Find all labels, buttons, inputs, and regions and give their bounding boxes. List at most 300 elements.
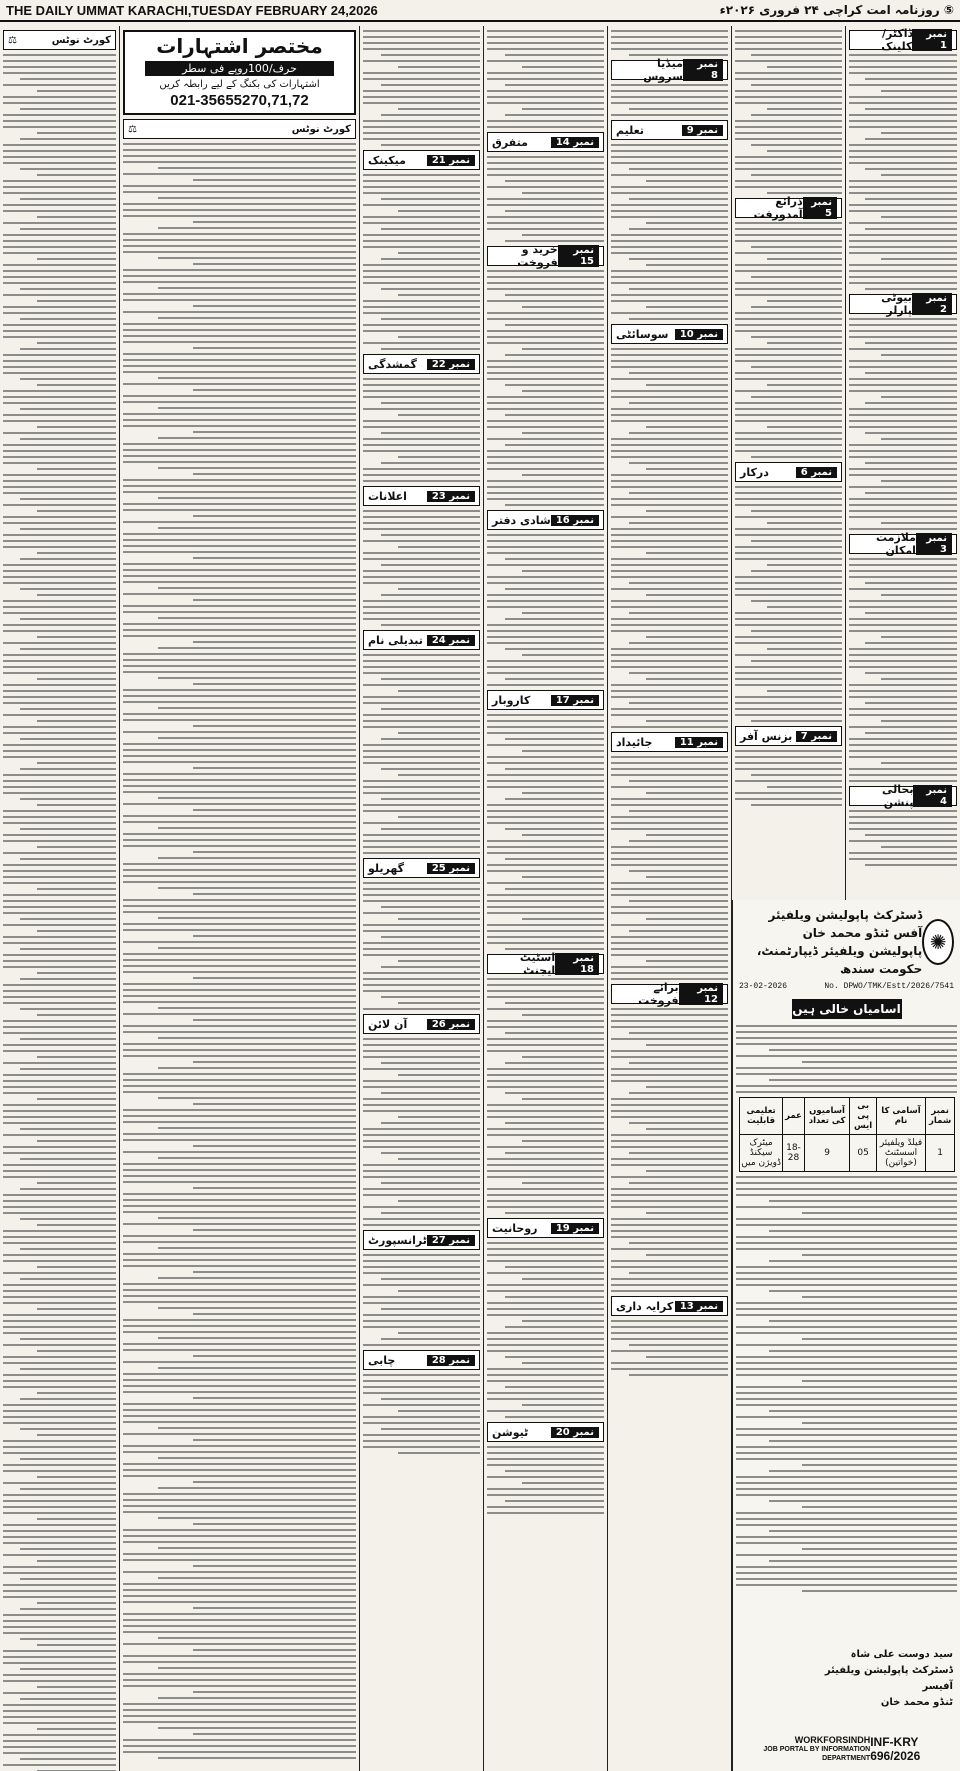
text-line (849, 456, 957, 458)
text-line (736, 1386, 957, 1388)
text-line (363, 324, 480, 326)
text-line (611, 846, 728, 848)
text-line (123, 1595, 356, 1597)
text-line (505, 84, 604, 86)
text-line (123, 1625, 356, 1627)
text-line (193, 1481, 356, 1483)
text-line (736, 1434, 957, 1436)
text-line (3, 810, 116, 812)
text-line (505, 768, 604, 770)
text-line (611, 480, 728, 482)
text-line (487, 186, 604, 188)
text-line (802, 1464, 957, 1466)
text-line (123, 1391, 356, 1393)
text-line (735, 354, 842, 356)
text-line (3, 1254, 116, 1256)
text-line (487, 666, 604, 668)
text-line (849, 156, 957, 158)
text-line (611, 558, 728, 560)
text-line (751, 456, 842, 458)
text-line (123, 1181, 356, 1183)
text-line (487, 174, 604, 176)
text-line (3, 282, 116, 284)
text-line (849, 144, 957, 146)
text-line (611, 366, 728, 368)
text-line (3, 1122, 116, 1124)
text-line (735, 264, 842, 266)
text-line (398, 1074, 480, 1076)
text-line (629, 930, 728, 932)
text-line (487, 300, 604, 302)
text-line (736, 1392, 957, 1394)
text-line (629, 870, 728, 872)
text-line (123, 779, 356, 781)
text-line (363, 102, 480, 104)
text-line (123, 323, 356, 325)
text-line (736, 1272, 957, 1274)
text-line (123, 941, 356, 943)
text-line (123, 761, 356, 763)
text-line (363, 1008, 480, 1010)
text-line (646, 1044, 728, 1046)
text-line (193, 599, 356, 601)
text-line (3, 624, 116, 626)
text-line (363, 972, 480, 974)
text-line (487, 1026, 604, 1028)
text-line (158, 1157, 356, 1159)
text-line (505, 114, 604, 116)
text-line (3, 1614, 116, 1616)
text-line (363, 180, 480, 182)
text-line (849, 162, 957, 164)
text-line (20, 738, 116, 740)
notice-text-block (360, 510, 483, 626)
text-line (123, 1013, 356, 1015)
text-line (611, 1266, 728, 1268)
text-line (849, 516, 957, 518)
text-line (37, 1392, 116, 1394)
text-line (646, 720, 728, 722)
text-line (3, 504, 116, 506)
text-line (522, 348, 604, 350)
text-line (735, 222, 842, 224)
text-line (123, 749, 356, 751)
text-line (487, 1134, 604, 1136)
text-line (123, 1073, 356, 1075)
text-line (487, 222, 604, 224)
text-line (363, 1440, 480, 1442)
text-line (611, 948, 728, 950)
text-line (20, 1698, 116, 1700)
text-line (123, 623, 356, 625)
text-line (3, 102, 116, 104)
text-line (849, 330, 957, 332)
text-line (646, 180, 728, 182)
text-line (865, 288, 957, 290)
text-line (363, 1284, 480, 1286)
text-line (123, 1511, 356, 1513)
text-line (3, 1074, 116, 1076)
text-line (3, 570, 116, 572)
text-line (193, 851, 356, 853)
text-line (736, 1482, 957, 1484)
text-line (865, 108, 957, 110)
text-line (487, 1242, 604, 1244)
text-line (363, 426, 480, 428)
text-line (736, 1566, 957, 1568)
text-line (487, 984, 604, 986)
text-line (398, 960, 480, 962)
text-line (505, 1032, 604, 1034)
text-line (363, 120, 480, 122)
vacancy-cell: 05 (850, 1135, 876, 1172)
text-line (735, 504, 842, 506)
text-line (751, 144, 842, 146)
text-line (363, 600, 480, 602)
text-line (20, 858, 116, 860)
text-line (193, 515, 356, 517)
notice-text-block (484, 30, 607, 128)
text-line (363, 378, 480, 380)
text-line (849, 498, 957, 500)
text-line (767, 108, 842, 110)
text-line (3, 540, 116, 542)
text-line (487, 726, 604, 728)
text-line (123, 1643, 356, 1645)
text-line (398, 918, 480, 920)
text-line (3, 480, 116, 482)
text-line (487, 1170, 604, 1172)
text-line (20, 708, 116, 710)
text-line (123, 1259, 356, 1261)
text-line (611, 816, 728, 818)
text-line (736, 1524, 957, 1526)
text-line (3, 900, 116, 902)
text-line (363, 930, 480, 932)
text-line (3, 822, 116, 824)
text-line (736, 1542, 957, 1544)
text-line (123, 965, 356, 967)
text-line (487, 102, 604, 104)
text-line (123, 1085, 356, 1087)
text-line (487, 1200, 604, 1202)
job-portal-line: JOB PORTAL BY INFORMATION DEPARTMENT (763, 1746, 871, 1762)
text-line (381, 678, 480, 680)
text-line (37, 552, 116, 554)
text-line (363, 1224, 480, 1226)
text-line (487, 1086, 604, 1088)
text-line (611, 654, 728, 656)
text-line (849, 750, 957, 752)
text-line (487, 1494, 604, 1496)
text-line (381, 84, 480, 86)
text-line (363, 666, 480, 668)
text-line (849, 474, 957, 476)
text-line (611, 486, 728, 488)
text-line (505, 294, 604, 296)
vacancy-column-header: نمبر شمار (926, 1098, 955, 1135)
text-line (522, 390, 604, 392)
text-line (849, 60, 957, 62)
text-line (736, 1194, 957, 1196)
text-line (123, 191, 356, 193)
text-line (123, 281, 356, 283)
text-line (158, 857, 356, 859)
text-line (487, 72, 604, 74)
text-line (398, 108, 480, 110)
text-line (123, 959, 356, 961)
text-line (20, 288, 116, 290)
text-line (735, 378, 842, 380)
text-line (158, 1037, 356, 1039)
vacancy-cell: 1 (926, 1135, 955, 1172)
text-line (611, 210, 728, 212)
text-line (487, 1008, 604, 1010)
text-line (487, 594, 604, 596)
text-line (20, 948, 116, 950)
text-line (123, 1589, 356, 1591)
text-line (3, 1422, 116, 1424)
text-line (487, 336, 604, 338)
text-line (3, 396, 116, 398)
text-line (881, 846, 957, 848)
text-line (363, 1050, 480, 1052)
text-line (158, 1547, 356, 1549)
text-line (158, 1457, 356, 1459)
text-line (735, 162, 842, 164)
text-line (37, 594, 116, 596)
text-line (881, 132, 957, 134)
ad-conditions-text (733, 1176, 960, 1592)
text-line (522, 432, 604, 434)
text-line (611, 726, 728, 728)
text-line (767, 426, 842, 428)
text-line (363, 804, 480, 806)
text-line (123, 983, 356, 985)
text-line (158, 377, 356, 379)
text-line (505, 354, 604, 356)
text-line (611, 378, 728, 380)
text-line (37, 1560, 116, 1562)
text-line (123, 1289, 356, 1291)
text-line (123, 1673, 356, 1675)
text-line (735, 582, 842, 584)
text-line (123, 1163, 356, 1165)
text-line (611, 648, 728, 650)
text-line (193, 1565, 356, 1567)
text-line (751, 660, 842, 662)
text-line (363, 444, 480, 446)
text-line (363, 1194, 480, 1196)
text-line (381, 996, 480, 998)
text-line (767, 786, 842, 788)
text-line (611, 354, 728, 356)
text-line (487, 480, 604, 482)
text-line (849, 504, 957, 506)
text-line (123, 1025, 356, 1027)
text-line (123, 1715, 356, 1717)
text-line (3, 1584, 116, 1586)
government-job-advertisement (732, 900, 960, 1771)
text-line (158, 317, 356, 319)
text-line (736, 1476, 957, 1478)
text-line (735, 546, 842, 548)
text-line (629, 54, 728, 56)
text-line (735, 72, 842, 74)
text-line (20, 198, 116, 200)
text-line (487, 630, 604, 632)
text-line (611, 774, 728, 776)
ad-reference (733, 980, 960, 993)
text-line (193, 1019, 356, 1021)
text-line (123, 1739, 356, 1741)
text-line (123, 1475, 356, 1477)
text-line (736, 1554, 957, 1556)
vacancy-cell: میٹرک سیکنڈ ڈویژن میں (740, 1135, 783, 1172)
text-line (158, 647, 356, 649)
text-line (158, 257, 356, 259)
text-line (3, 474, 116, 476)
text-line (865, 198, 957, 200)
text-line (3, 1302, 116, 1304)
text-line (865, 138, 957, 140)
text-line (123, 1415, 356, 1417)
text-line (881, 174, 957, 176)
text-line (3, 1626, 116, 1628)
text-line (123, 1631, 356, 1633)
text-line (158, 1277, 356, 1279)
text-line (802, 1380, 957, 1382)
text-line (849, 102, 957, 104)
text-line (487, 1392, 604, 1394)
text-line (363, 1170, 480, 1172)
text-line (3, 126, 116, 128)
text-line (487, 1128, 604, 1130)
notice-text-block (846, 318, 960, 530)
text-line (37, 1518, 116, 1520)
text-line (487, 582, 604, 584)
text-line (381, 114, 480, 116)
text-line (849, 744, 957, 746)
text-line (736, 1242, 957, 1244)
text-line (736, 1218, 957, 1220)
text-line (505, 1470, 604, 1472)
text-line (487, 1290, 604, 1292)
text-line (20, 1248, 116, 1250)
text-line (611, 864, 728, 866)
text-line (3, 1440, 116, 1442)
text-line (3, 654, 116, 656)
text-line (611, 1248, 728, 1250)
text-line (20, 378, 116, 380)
text-line (37, 258, 116, 260)
text-line (849, 210, 957, 212)
text-line (505, 444, 604, 446)
section-header-11: نمبر 11 جائیداد (611, 732, 728, 752)
text-line (735, 672, 842, 674)
text-line (3, 1242, 116, 1244)
vacancy-cell: 9 (804, 1135, 850, 1172)
text-line (3, 606, 116, 608)
text-line (611, 444, 728, 446)
text-line (736, 1025, 957, 1027)
text-line (487, 642, 604, 644)
text-line (37, 846, 116, 848)
text-line (487, 1164, 604, 1166)
text-line (629, 612, 728, 614)
text-line (20, 438, 116, 440)
text-line (629, 1032, 728, 1034)
text-line (767, 342, 842, 344)
text-line (487, 744, 604, 746)
text-line (802, 1254, 957, 1256)
text-line (123, 449, 356, 451)
text-line (3, 1200, 116, 1202)
text-line (487, 990, 604, 992)
text-line (736, 1236, 957, 1238)
text-line (3, 306, 116, 308)
section-header-20: نمبر 20 ٹیوشن (487, 1422, 604, 1442)
text-line (611, 36, 728, 38)
text-line (487, 1068, 604, 1070)
text-line (735, 624, 842, 626)
notice-text-block (484, 714, 607, 950)
text-line (611, 1326, 728, 1328)
text-line (3, 1464, 116, 1466)
text-line (363, 474, 480, 476)
text-line (849, 240, 957, 242)
text-line (193, 725, 356, 727)
notice-text-block (608, 84, 731, 116)
text-line (123, 209, 356, 211)
text-line (3, 1446, 116, 1448)
text-line (3, 360, 116, 362)
text-line (3, 894, 116, 896)
text-line (735, 360, 842, 362)
text-line (3, 210, 116, 212)
text-line (363, 1038, 480, 1040)
section-header-19: نمبر 19 روحانیت (487, 1218, 604, 1238)
text-line (487, 216, 604, 218)
text-line (736, 1584, 957, 1586)
text-line (736, 1374, 957, 1376)
text-line (123, 1403, 356, 1405)
text-line (363, 1416, 480, 1418)
text-line (3, 780, 116, 782)
text-line (611, 162, 728, 164)
text-line (769, 1410, 957, 1412)
text-line (3, 1704, 116, 1706)
text-line (363, 942, 480, 944)
text-line (123, 1031, 356, 1033)
text-line (3, 1650, 116, 1652)
text-line (363, 330, 480, 332)
notice-text-block (846, 810, 960, 866)
text-line (505, 1122, 604, 1124)
text-line (193, 893, 356, 895)
text-line (3, 180, 116, 182)
text-line (487, 462, 604, 464)
text-line (487, 636, 604, 638)
text-line (123, 233, 356, 235)
text-line (611, 1164, 728, 1166)
text-line (611, 102, 728, 104)
text-line (611, 294, 728, 296)
text-line (363, 48, 480, 50)
text-line (3, 1236, 116, 1238)
text-line (767, 648, 842, 650)
text-line (802, 1061, 957, 1063)
